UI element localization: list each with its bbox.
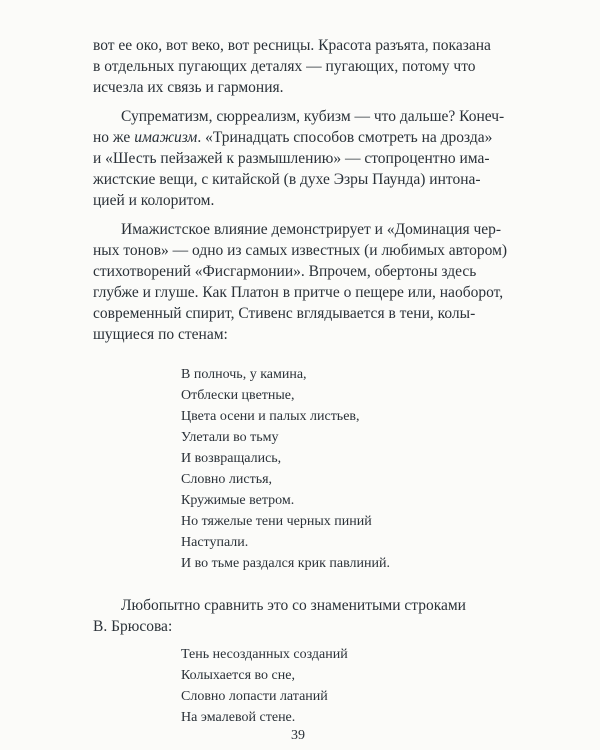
verse-line: Тень несозданных созданий (181, 647, 348, 662)
paragraph-line: В. Брюсова: (93, 618, 173, 635)
paragraph-line: Супрематизм, сюрреализм, кубизм — что дальше? Конеч- (121, 108, 505, 125)
verse-line: На эмалевой стене. (181, 710, 296, 725)
verse-line: И возвращались, (181, 451, 282, 466)
verse-line: Цвета осени и палых листьев, (181, 409, 360, 424)
paragraph-line: стихотворений «Фисгармонии». Впрочем, обертоны здесь (93, 263, 477, 280)
paragraph-line: но же имажизм. «Тринадцать способов смотреть на дрозда» (93, 129, 493, 146)
verse-line: В полночь, у камина, (181, 367, 307, 382)
italic-term: имажизм (134, 129, 198, 146)
paragraph-line: шущиеся по стенам: (93, 326, 228, 343)
verse-line: Словно лопасти латаний (181, 689, 328, 704)
paragraph-line: цией и колоритом. (93, 192, 215, 209)
paragraph-line: исчезла их связь и гармония. (93, 79, 284, 96)
verse-line: Колыхается во сне, (181, 668, 295, 683)
verse-line: Словно листья, (181, 472, 273, 487)
paragraph-line: Имажистское влияние демонстрирует и «Доминация чер- (121, 221, 502, 238)
verse-line: Наступали. (181, 535, 249, 550)
paragraph-line: вот ее око, вот веко, вот ресницы. Красота разъята, показана (93, 37, 491, 54)
paragraph-line: ных тонов» — одно из самых известных (и любимых автором) (93, 242, 508, 259)
verse-line: Кружимые ветром. (181, 493, 295, 508)
paragraph-line: в отдельных пугающих деталях — пугающих, потому что (93, 58, 476, 75)
paragraph-line: Любопытно сравнить это со знаменитыми строками (121, 597, 466, 614)
verse-line: И во тьме раздался крик павлиний. (181, 556, 390, 571)
paragraph-line: и «Шесть пейзажей к размышлению» — стопроцентно има- (93, 150, 490, 167)
paragraph-line: жистские вещи, с китайской (в духе Эзры Паунда) интона- (93, 171, 481, 188)
paragraph-line: современный спирит, Стивенс вглядывается в тени, колы- (93, 305, 476, 322)
verse-line: Улетали во тьму (181, 430, 279, 445)
verse-line: Но тяжелые тени черных пиний (181, 514, 372, 529)
verse-line: Отблески цветные, (181, 388, 295, 403)
paragraph-line: глубже и глуше. Как Платон в притче о пещере или, наоборот, (93, 284, 504, 301)
page-number: 39 (291, 728, 305, 743)
